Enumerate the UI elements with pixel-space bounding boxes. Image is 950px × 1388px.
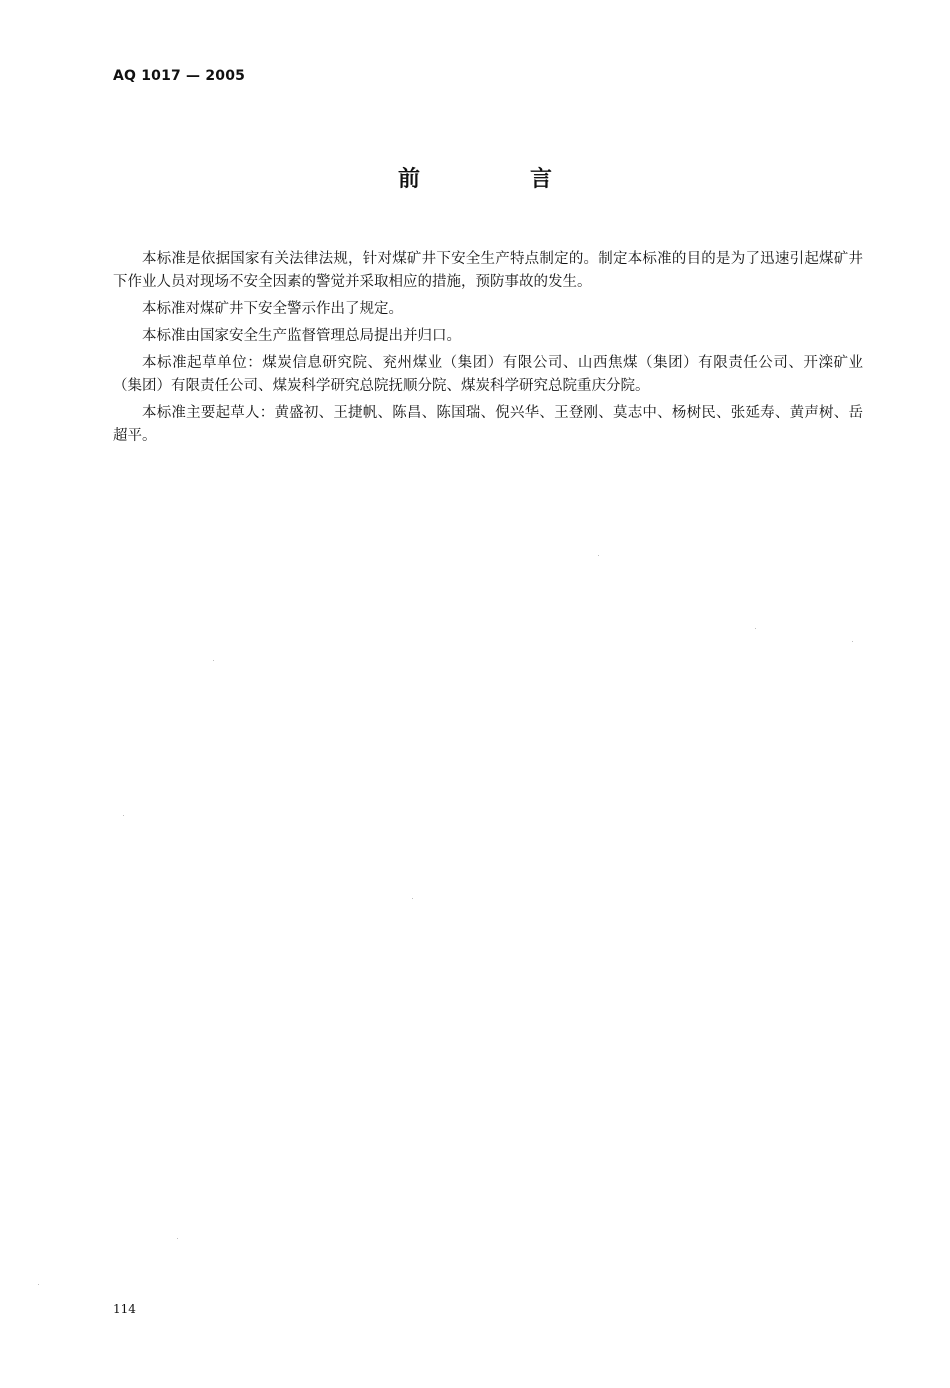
paragraph-basis: 本标准是依据国家有关法律法规，针对煤矿井下安全生产特点制定的。制定本标准的目的是为了迅速引起煤矿井下作业人员对现场不安全因素的警觉并采取相应的措施，预防事故的发生。 bbox=[113, 251, 863, 290]
scan-speck bbox=[213, 660, 214, 661]
paragraph-proposer: 本标准由国家安全生产监督管理总局提出并归口。 bbox=[142, 328, 461, 344]
scan-speck bbox=[123, 815, 124, 816]
paragraph-scope: 本标准对煤矿井下安全警示作出了规定。 bbox=[142, 301, 403, 317]
paragraph-drafters: 本标准主要起草人：黄盛初、王捷帆、陈昌、陈国瑞、倪兴华、王登刚、莫志中、杨树民、张延寿、黄声树、岳超平。 bbox=[113, 405, 863, 444]
scan-speck bbox=[412, 898, 413, 899]
page-number: 114 bbox=[113, 1302, 136, 1316]
scan-speck bbox=[598, 555, 599, 556]
paragraph-drafting-units: 本标准起草单位：煤炭信息研究院、兖州煤业（集团）有限公司、山西焦煤（集团）有限责任公司、开滦矿业（集团）有限责任公司、煤炭科学研究总院抚顺分院、煤炭科学研究总院重庆分院。 bbox=[113, 355, 863, 394]
scan-speck bbox=[755, 628, 756, 629]
page-title: 前 言 bbox=[397, 167, 596, 192]
scan-speck bbox=[852, 641, 853, 642]
foreword-body bbox=[113, 248, 863, 452]
scan-speck bbox=[38, 1284, 39, 1285]
scan-speck bbox=[177, 1238, 178, 1239]
standard-code: AQ 1017 — 2005 bbox=[113, 68, 246, 84]
